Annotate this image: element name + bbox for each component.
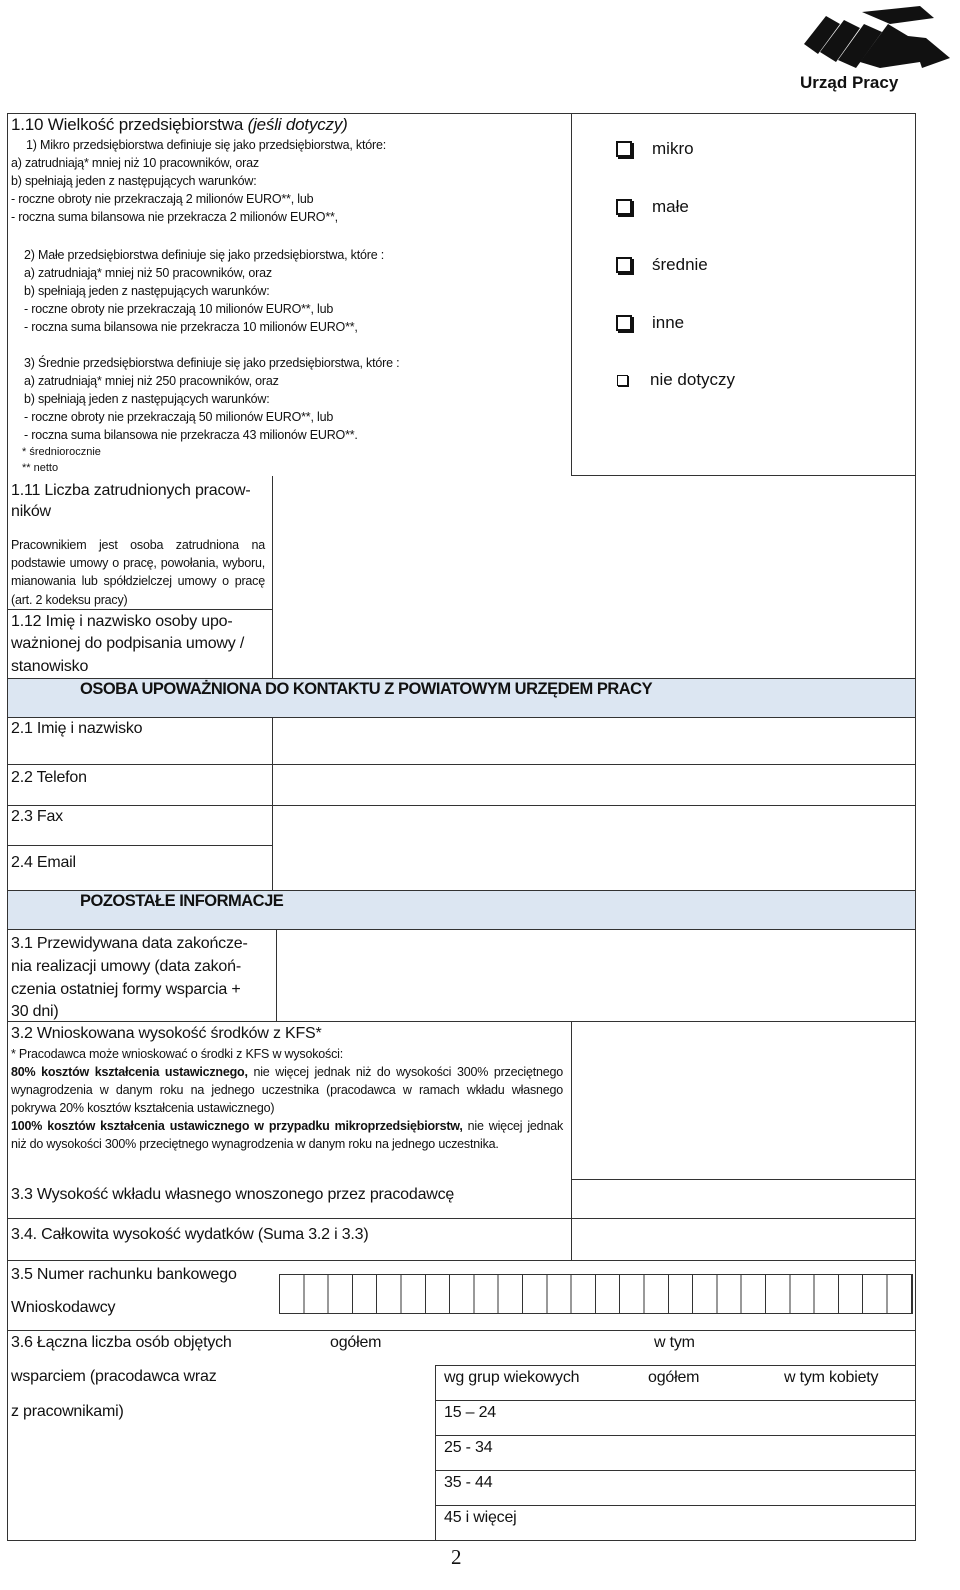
page-number: 2 (451, 1545, 462, 1569)
checkbox-icon[interactable] (616, 315, 632, 331)
s36-col-women: w tym kobiety (784, 1369, 879, 1386)
s111-note: Pracownikiem jest osoba zatrudniona na podstawie umowy o pracę, powołania, wyboru, mianowania lub spółdzielczej umowy o pracę (art. 2 kodeksu pracy) (11, 538, 265, 607)
phone-input[interactable] (273, 765, 914, 804)
s31-title: nia realizacji umowy (data zakoń- (11, 958, 241, 975)
s32-paragraph-2: 100% kosztów kształcenia ustawicznego w przypadku mikroprzedsiębiorstw, nie więcej jednak niż do wysokości 300% przeciętnego wynagrodzenia w danym roku na jednego uczestnika. (11, 1119, 563, 1152)
end-date-input[interactable] (277, 930, 914, 1020)
field-label-email: 2.4 Email (11, 854, 76, 871)
s110-line: b) spełniają jeden z następujących warunków: (11, 174, 257, 188)
s34-label: 3.4. Całkowita wysokość wydatków (Suma 3.2 i 3.3) (11, 1226, 369, 1243)
section3-heading: POZOSTAŁE INFORMACJE (80, 892, 284, 910)
s36-label: wsparciem (pracodawca wraz (11, 1368, 217, 1385)
option-srednie[interactable]: średnie (616, 255, 708, 275)
s32-paragraph-1: 80% kosztów kształcenia ustawicznego, nie więcej jednak niż do wysokości 300% przeciętnego wynagrodzenia w danym roku na jednego uczestnika (pracodawca w ramach wkładu własnego pokrywa 20% kosztów kształcenia ustawicznego) (11, 1065, 563, 1116)
s110-line: 1) Mikro przedsiębiorstwa definiuje się jako przedsiębiorstwa, które: (26, 138, 386, 152)
s110-line: - roczne obroty nie przekraczają 2 milionów EURO**, lub (11, 192, 314, 206)
s110-line: b) spełniają jeden z następujących warunków: (24, 392, 270, 406)
kfs-amount-input[interactable] (572, 1022, 914, 1178)
s111-input[interactable] (273, 477, 571, 609)
s110-title: 1.10 Wielkość przedsiębiorstwa (jeśli dotyczy) (11, 115, 348, 134)
s36-age-row: 15 – 24 (444, 1404, 496, 1421)
option-nie-dotyczy[interactable]: nie dotyczy (617, 370, 735, 390)
s110-line: - roczna suma bilansowa nie przekracza 10 milionów EURO**, (24, 320, 358, 334)
s33-label: 3.3 Wysokość wkładu własnego wnoszonego przez pracodawcę (11, 1186, 455, 1203)
s36-label: 3.6 Łączna liczba osób objętych (11, 1334, 232, 1351)
checkbox-icon[interactable] (616, 257, 632, 273)
s36-age-row: 35 - 44 (444, 1474, 493, 1491)
name-input[interactable] (273, 718, 914, 763)
s111-title: 1.11 Liczba zatrudnionych pracow- (11, 482, 251, 499)
s110-footnote: * średniorocznie (22, 446, 101, 458)
section2-heading: OSOBA UPOWAŻNIONA DO KONTAKTU Z POWIATOWYM URZĘDEM PRACY (80, 680, 653, 698)
field-label-fax: 2.3 Fax (11, 808, 63, 825)
s110-line: b) spełniają jeden z następujących warunków: (24, 284, 270, 298)
s36-col-age: wg grup wiekowych (444, 1369, 580, 1386)
s36-age-row: 45 i więcej (444, 1509, 517, 1526)
s111-title: ników (11, 503, 51, 520)
fax-input[interactable] (273, 806, 914, 844)
bank-account-input[interactable] (279, 1274, 913, 1314)
s36-total-input[interactable] (436, 1331, 636, 1364)
s36-age-row: 25 - 34 (444, 1439, 493, 1456)
s32-note: * Pracodawca może wnioskować o środki z KFS w wysokości: (11, 1047, 343, 1061)
s31-title: 3.1 Przewidywana data zakończe- (11, 935, 248, 952)
s110-line: a) zatrudniają* mniej niż 250 pracowników, oraz (24, 374, 279, 388)
s110-line: - roczna suma bilansowa nie przekracza 43 milionów EURO**. (24, 428, 358, 442)
field-label-name: 2.1 Imię i nazwisko (11, 720, 143, 737)
s36-label: z pracownikami) (11, 1403, 124, 1420)
field-label-phone: 2.2 Telefon (11, 769, 87, 786)
s112-title: 1.12 Imię i nazwisko osoby upo- (11, 613, 233, 630)
s110-line: a) zatrudniają* mniej niż 10 pracowników, oraz (11, 156, 259, 170)
s31-title: 30 dni) (11, 1003, 59, 1020)
s110-line: 3) Średnie przedsiębiorstwa definiuje się jako przedsiębiorstwa, które : (24, 356, 400, 370)
s31-title: czenia ostatniej formy wsparcia + (11, 981, 241, 998)
own-contribution-input[interactable] (572, 1180, 914, 1217)
logo-text: Urząd Pracy (800, 73, 899, 92)
s36-col-total: ogółem (648, 1369, 700, 1386)
s35-label: 3.5 Numer rachunku bankowego (11, 1266, 237, 1283)
s36-wtym-header: w tym (654, 1334, 695, 1351)
s112-title: ważnionej do podpisania umowy / (11, 635, 245, 652)
s110-line: - roczna suma bilansowa nie przekracza 2 milionów EURO**, (11, 210, 338, 224)
checkbox-icon[interactable] (617, 375, 628, 386)
s110-line: a) zatrudniają* mniej niż 50 pracowników, oraz (24, 266, 272, 280)
s110-line: - roczne obroty nie przekraczają 50 milionów EURO**, lub (24, 410, 334, 424)
logo-cards-icon (800, 2, 956, 72)
s36-total-header: ogółem (330, 1334, 382, 1351)
logo (800, 2, 960, 94)
s112-input[interactable] (273, 610, 914, 677)
s110-footnote: ** netto (22, 462, 59, 474)
checkbox-icon[interactable] (616, 199, 632, 215)
s32-title: 3.2 Wnioskowana wysokość środków z KFS* (11, 1025, 322, 1042)
email-input[interactable] (273, 846, 914, 889)
checkbox-icon[interactable] (616, 141, 632, 157)
s35-label: Wnioskodawcy (11, 1299, 116, 1316)
s110-line: - roczne obroty nie przekraczają 10 milionów EURO**, lub (24, 302, 334, 316)
option-inne[interactable]: inne (616, 313, 684, 333)
option-mikro[interactable]: mikro (616, 139, 694, 159)
s112-title: stanowisko (11, 658, 89, 675)
option-male[interactable]: małe (616, 197, 689, 217)
total-expenses-input[interactable] (572, 1219, 914, 1259)
s110-line: 2) Małe przedsiębiorstwa definiuje się jako przedsiębiorstwa, które : (24, 248, 384, 262)
